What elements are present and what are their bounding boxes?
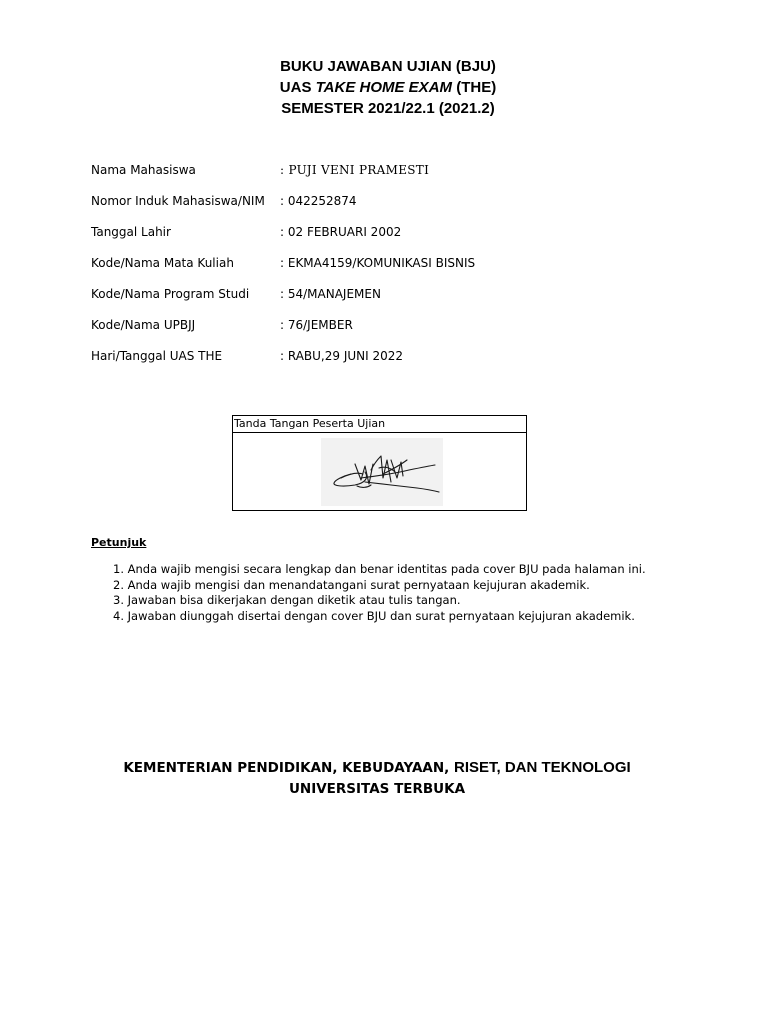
document-title — [0, 56, 768, 119]
identity-row-course — [91, 255, 711, 286]
identity-row-exam-date — [91, 348, 711, 379]
university-name: UNIVERSITAS TERBUKA — [288, 781, 466, 797]
identity-row-nim — [91, 193, 711, 224]
signature-image — [321, 438, 443, 506]
identity-row-birthdate — [91, 224, 711, 255]
instruction-item: 4. Jawaban diunggah disertai dengan cover BJU dan surat pernyataan kejujuran akademik. — [113, 608, 635, 623]
handwritten-signature — [321, 438, 443, 506]
identity-label: Tanggal Lahir — [91, 225, 171, 239]
title-line-2 — [0, 77, 768, 98]
identity-label: Nama Mahasiswa — [91, 163, 196, 177]
title-line-2-italic: TAKE HOME EXAM — [315, 79, 453, 96]
title-line-3: SEMESTER 2021/22.1 (2021.2) — [281, 100, 495, 117]
identity-value: : 76/JEMBER — [280, 318, 353, 332]
identity-label: Kode/Nama Mata Kuliah — [91, 256, 234, 270]
identity-value: : EKMA4159/KOMUNIKASI BISNIS — [280, 256, 476, 270]
title-line-2-prefix: UAS — [279, 79, 316, 96]
ministry-line-part2: RISET, DAN TEKNOLOGI — [453, 759, 631, 776]
instructions-list — [113, 562, 713, 624]
identity-row-name — [91, 162, 711, 193]
institution-footer — [0, 757, 754, 800]
identity-value: : PUJI VENI PRAMESTI — [280, 163, 430, 177]
identity-label: Kode/Nama Program Studi — [91, 287, 250, 301]
title-line-1: BUKU JAWABAN UJIAN (BJU) — [280, 58, 496, 75]
ministry-line — [0, 757, 754, 779]
identity-section — [91, 162, 711, 379]
identity-row-program — [91, 286, 711, 317]
ministry-line-part1: KEMENTERIAN PENDIDIKAN, KEBUDAYAAN, — [123, 760, 454, 776]
identity-label: Kode/Nama UPBJJ — [91, 318, 196, 332]
instruction-item: 2. Anda wajib mengisi dan menandatangani surat pernyataan kejujuran akademik. — [113, 577, 590, 592]
title-line-2-suffix: (THE) — [452, 79, 497, 96]
instruction-item: 1. Anda wajib mengisi secara lengkap dan benar identitas pada cover BJU pada halaman ini. — [113, 562, 646, 576]
identity-label: Hari/Tanggal UAS THE — [91, 349, 223, 363]
instruction-item: 3. Jawaban bisa dikerjakan dengan diketik atau tulis tangan. — [113, 593, 461, 607]
instructions-heading: Petunjuk — [91, 536, 147, 549]
identity-value: : 02 FEBRUARI 2002 — [280, 225, 402, 239]
signature-box — [232, 415, 527, 511]
signature-header: Tanda Tangan Peserta Ujian — [233, 416, 526, 433]
identity-value: : 54/MANAJEMEN — [280, 287, 381, 301]
identity-value: : RABU,29 JUNI 2022 — [280, 349, 404, 363]
identity-value: : 042252874 — [280, 194, 357, 208]
identity-label: Nomor Induk Mahasiswa/NIM — [91, 194, 265, 208]
identity-row-upbjj — [91, 317, 711, 348]
